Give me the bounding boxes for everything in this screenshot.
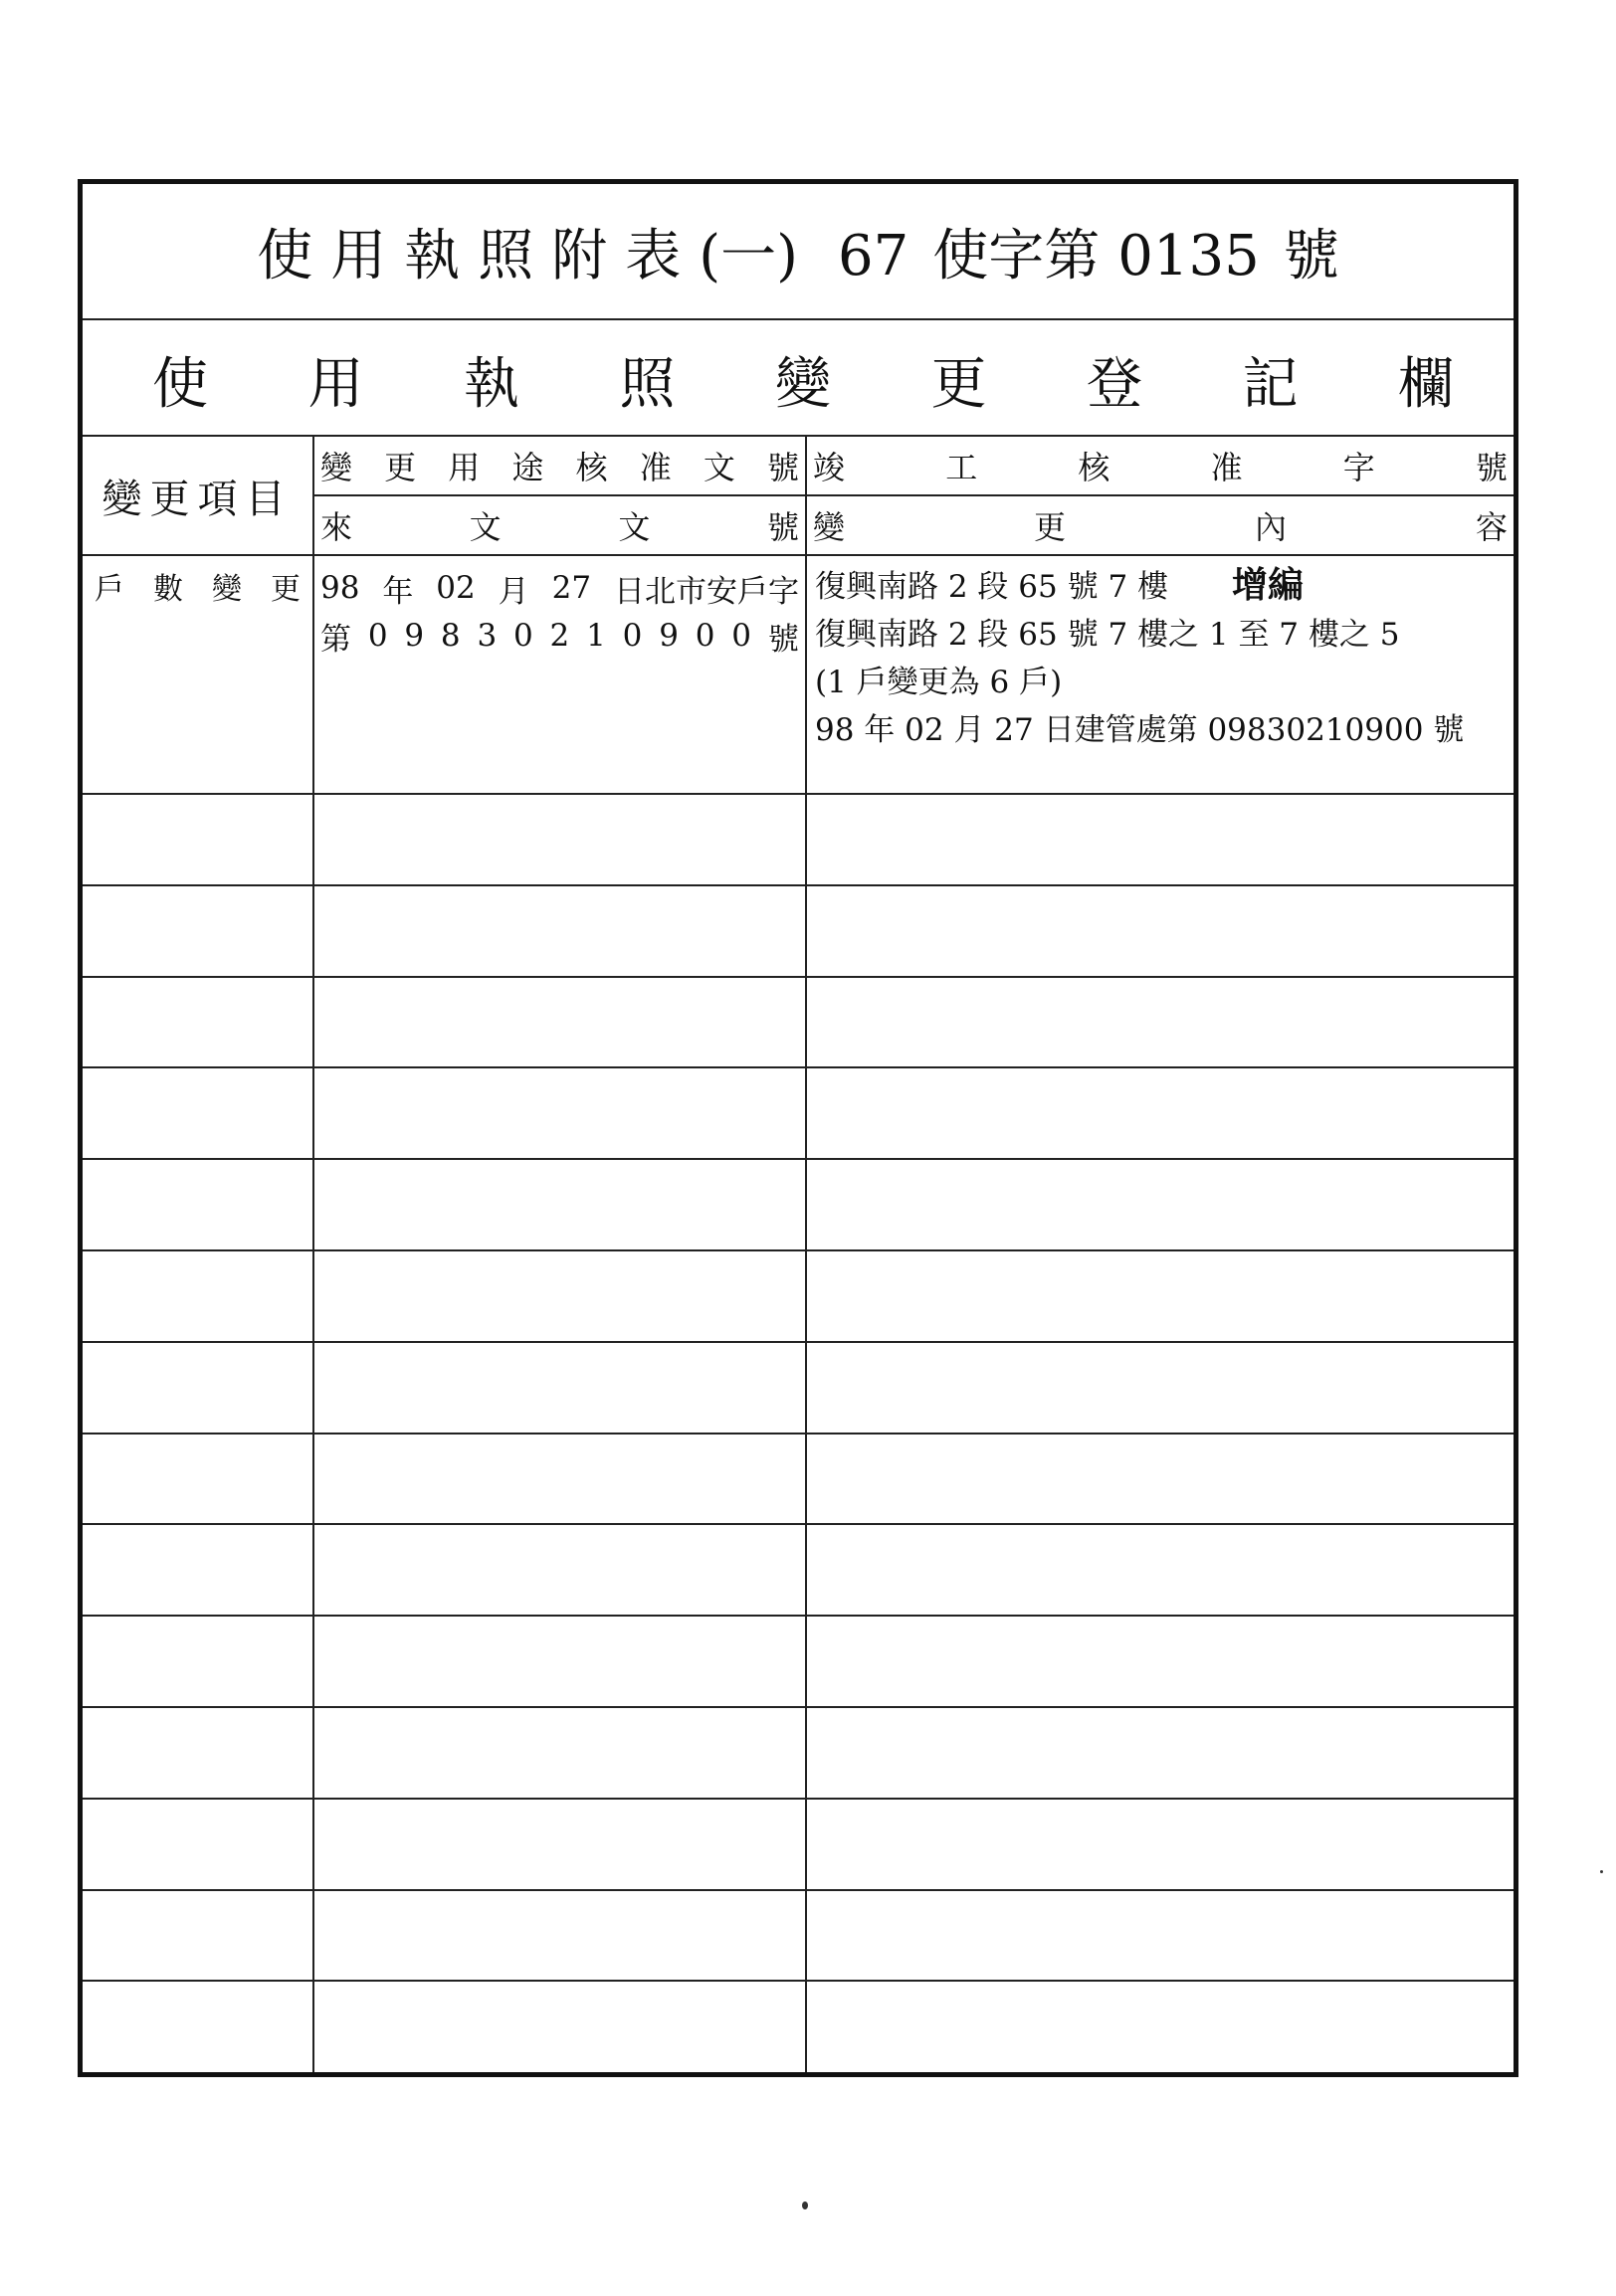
- empty-register-row: [83, 1981, 1514, 2072]
- empty-content-cell: [806, 1981, 1514, 2072]
- document-title: 使用執照附表(一) 67 使字第 0135 號: [257, 224, 1339, 288]
- record-change-item: 戶 數 變 更: [83, 555, 313, 794]
- empty-doc-cell: [313, 1799, 806, 1890]
- scan-speck: [1600, 1870, 1603, 1873]
- empty-doc-cell: [313, 1250, 806, 1342]
- content-line-4: 98 年 02 月 27 日建管處第 09830210900 號: [815, 712, 1465, 748]
- empty-item-cell: [83, 794, 313, 885]
- subtitle-band: [83, 318, 1514, 437]
- empty-register-row: [83, 1707, 1514, 1799]
- usage-approval-doc-header: 變 更 用 途 核 准 文 號: [313, 436, 806, 495]
- content-line-3: (1 戶變更為 6 戶): [815, 665, 1063, 700]
- record-change-content: [806, 555, 1514, 794]
- title-band: [83, 184, 1514, 320]
- empty-item-cell: [83, 1707, 313, 1799]
- completion-approval-header: 竣 工 核 准 字 號: [806, 436, 1514, 495]
- added-numbering-stamp: 增編: [1232, 565, 1305, 606]
- doc-number-line: 第 0 9 8 3 0 2 1 0 9 0 0 號: [320, 618, 799, 658]
- empty-doc-cell: [313, 1981, 806, 2072]
- empty-doc-cell: [313, 1067, 806, 1159]
- empty-item-cell: [83, 977, 313, 1068]
- empty-content-cell: [806, 1434, 1514, 1525]
- content-line-2: 復興南路 2 段 65 號 7 樓之 1 至 7 樓之 5: [815, 617, 1400, 653]
- empty-doc-cell: [313, 1434, 806, 1525]
- license-attachment-table: [78, 179, 1518, 2077]
- empty-doc-cell: [313, 1707, 806, 1799]
- empty-item-cell: [83, 1524, 313, 1616]
- empty-register-row: [83, 1890, 1514, 1982]
- empty-register-row: [83, 977, 1514, 1068]
- empty-item-cell: [83, 1799, 313, 1890]
- empty-register-row: [83, 1434, 1514, 1525]
- empty-doc-cell: [313, 1524, 806, 1616]
- change-register-heading: 使 用 執 照 變 更 登 記 欄: [152, 352, 1454, 417]
- empty-item-cell: [83, 1067, 313, 1159]
- empty-content-cell: [806, 1524, 1514, 1616]
- header-row-1: [83, 436, 1514, 495]
- record-document-number: [313, 555, 806, 794]
- empty-register-row: [83, 1799, 1514, 1890]
- empty-doc-cell: [313, 977, 806, 1068]
- empty-register-row: [83, 1159, 1514, 1250]
- empty-item-cell: [83, 1981, 313, 2072]
- change-content-header: 變 更 內 容: [806, 495, 1514, 555]
- empty-content-cell: [806, 1067, 1514, 1159]
- empty-content-cell: [806, 1616, 1514, 1707]
- content-line-1: 復興南路 2 段 65 號 7 樓 增編: [815, 565, 1305, 606]
- empty-item-cell: [83, 885, 313, 977]
- empty-item-cell: [83, 1342, 313, 1434]
- empty-content-cell: [806, 1707, 1514, 1799]
- empty-register-row: [83, 794, 1514, 885]
- empty-content-cell: [806, 885, 1514, 977]
- change-register-grid: [83, 435, 1514, 2072]
- empty-item-cell: [83, 1616, 313, 1707]
- empty-doc-cell: [313, 1616, 806, 1707]
- empty-doc-cell: [313, 885, 806, 977]
- empty-doc-cell: [313, 1342, 806, 1434]
- change-item-header: 變更項目: [83, 436, 313, 555]
- empty-register-row: [83, 1616, 1514, 1707]
- empty-register-row: [83, 1067, 1514, 1159]
- empty-register-row: [83, 1250, 1514, 1342]
- empty-doc-cell: [313, 1890, 806, 1982]
- empty-content-cell: [806, 1342, 1514, 1434]
- empty-item-cell: [83, 1890, 313, 1982]
- empty-content-cell: [806, 1159, 1514, 1250]
- empty-doc-cell: [313, 1159, 806, 1250]
- empty-content-cell: [806, 794, 1514, 885]
- empty-content-cell: [806, 1890, 1514, 1982]
- doc-date-line: 98 年 02 月 27 日北市安戶字: [320, 570, 799, 610]
- empty-content-cell: [806, 977, 1514, 1068]
- incoming-doc-header: 來 文 文 號: [313, 495, 806, 555]
- empty-item-cell: [83, 1159, 313, 1250]
- empty-content-cell: [806, 1799, 1514, 1890]
- record-row: [83, 555, 1514, 794]
- empty-content-cell: [806, 1250, 1514, 1342]
- empty-item-cell: [83, 1250, 313, 1342]
- empty-register-row: [83, 885, 1514, 977]
- scan-speck: [802, 2201, 808, 2209]
- empty-register-row: [83, 1524, 1514, 1616]
- empty-doc-cell: [313, 794, 806, 885]
- empty-register-row: [83, 1342, 1514, 1434]
- empty-item-cell: [83, 1434, 313, 1525]
